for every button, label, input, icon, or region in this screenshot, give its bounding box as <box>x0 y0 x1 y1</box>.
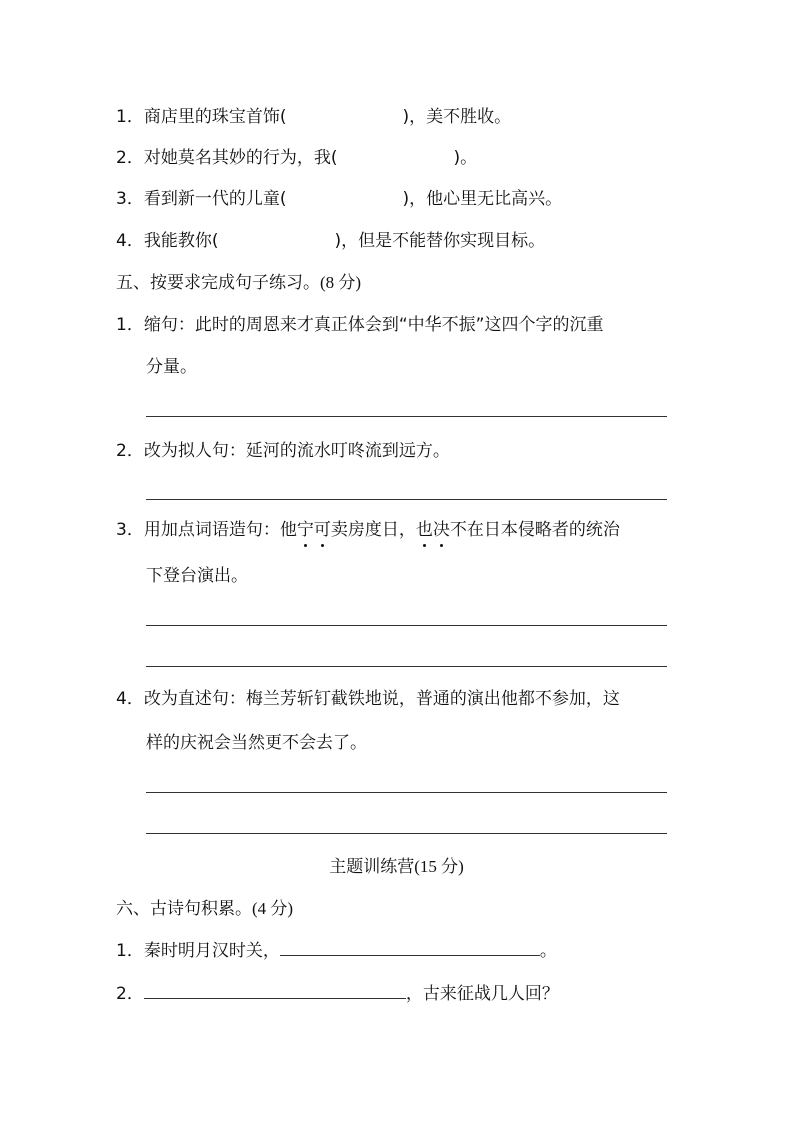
emphasis-dot-char: 宁 <box>296 520 314 540</box>
s5-question-4: 4．改为直述句：梅兰芳斩钉截铁地说，普通的演出他都不参加，这 <box>116 689 620 709</box>
s5-question-3: 3．用加点词语造句：他宁可卖房度日，也决不在日本侵略者的统治 <box>116 520 620 540</box>
section-5-heading: 五、按要求完成句子练习。(8 分) <box>116 273 362 293</box>
emphasis-dot-char: 也 <box>415 520 433 540</box>
s6-question-2: 2． ，古来征战几人回？ <box>116 984 559 1004</box>
fill-item-4: 4．我能教你( )，但是不能替你实现目标。 <box>116 231 546 251</box>
answer-line[interactable] <box>146 416 667 417</box>
camp-title: 主题训练营(15 分) <box>329 857 464 877</box>
answer-line[interactable] <box>146 666 667 667</box>
s5-question-1-cont: 分量。 <box>146 357 197 377</box>
fill-item-1: 1．商店里的珠宝首饰( )，美不胜收。 <box>116 107 512 127</box>
answer-line[interactable] <box>144 982 406 999</box>
s6-question-1: 1．秦时明月汉时关， 。 <box>116 941 557 961</box>
answer-line[interactable] <box>146 833 667 834</box>
s5-question-4-cont: 样的庆祝会当然更不会去了。 <box>146 733 367 753</box>
section-6-heading: 六、古诗句积累。(4 分) <box>116 899 294 919</box>
answer-line[interactable] <box>280 939 540 956</box>
s5-question-3-cont: 下登台演出。 <box>146 566 248 586</box>
fill-item-2: 2．对她莫名其妙的行为，我( )。 <box>116 148 478 168</box>
fill-item-3: 3．看到新一代的儿童( )，他心里无比高兴。 <box>116 189 563 209</box>
answer-line[interactable] <box>146 499 667 500</box>
emphasis-dot-char: 可 <box>313 520 331 540</box>
answer-line[interactable] <box>146 792 667 793</box>
s5-question-2: 2．改为拟人句：延河的流水叮咚流到远方。 <box>116 441 450 461</box>
answer-line[interactable] <box>146 625 667 626</box>
s5-question-1: 1．缩句：此时的周恩来才真正体会到“中华不振”这四个字的沉重 <box>116 315 604 335</box>
emphasis-dot-char: 决 <box>432 520 450 540</box>
